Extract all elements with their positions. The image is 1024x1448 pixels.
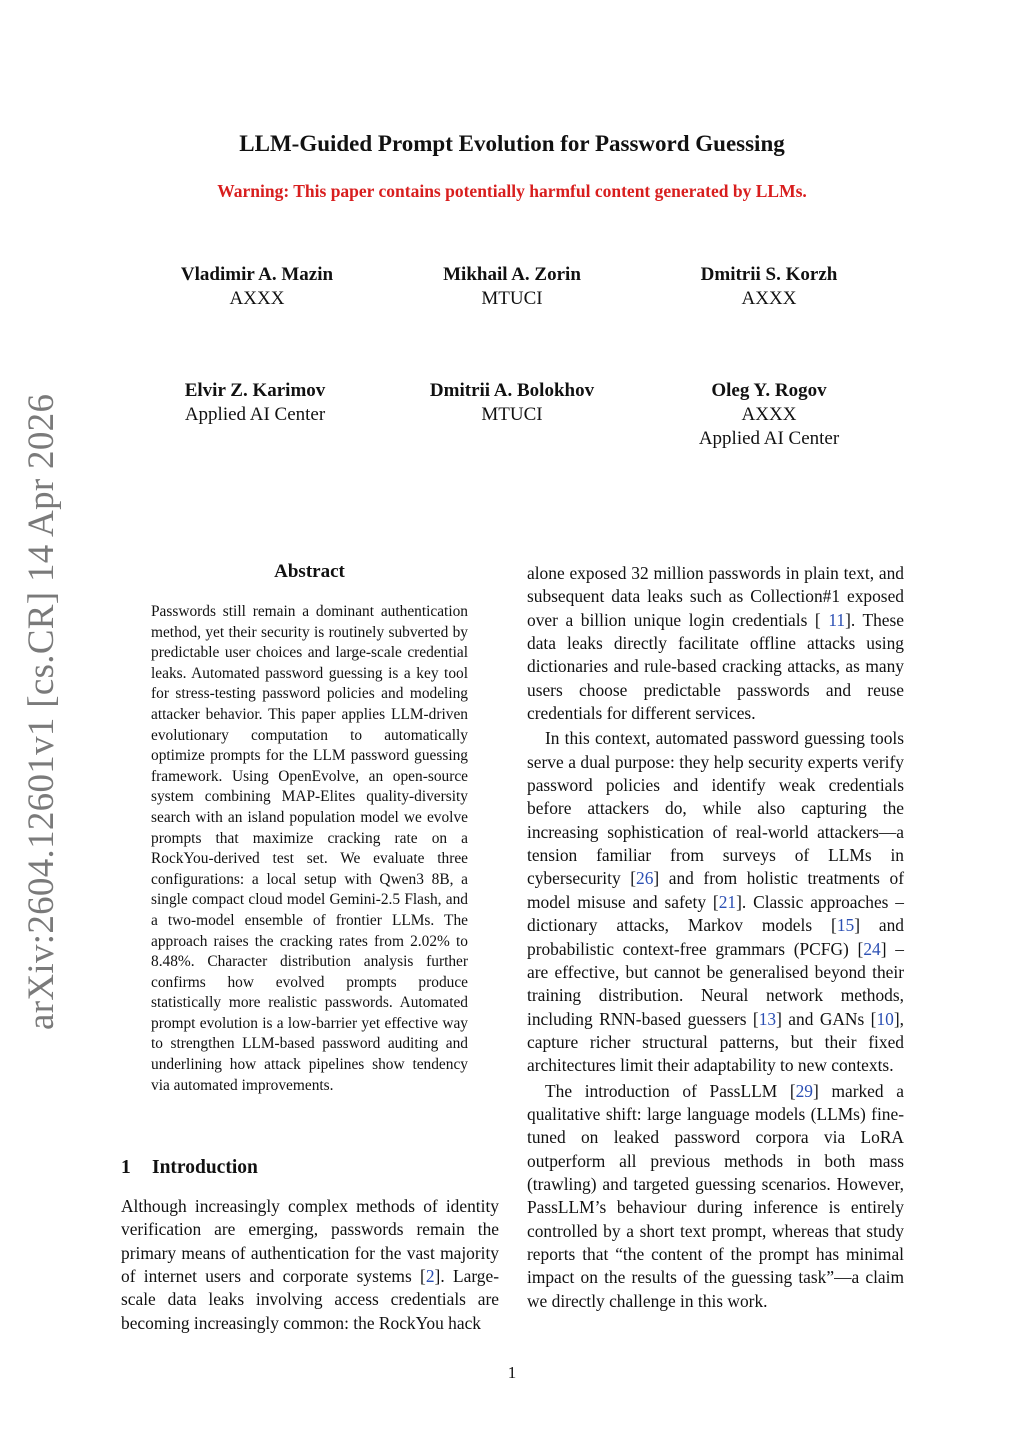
author-name: Mikhail A. Zorin [443, 264, 581, 285]
author-block [619, 379, 919, 451]
author-affiliation: AXXX [229, 288, 285, 309]
author-affiliation: Applied AI Center [184, 404, 326, 425]
author-block [362, 263, 662, 311]
section-title: Introduction [152, 1157, 258, 1178]
intro-paragraph-1-tail: alone exposed 32 million passwords in plain text, and subsequent data leaks such as Collection#1 exposed over a billion unique login credentials [ 11]. These data leaks directly facilitate offline attacks using dictionaries and rule-based cracking attacks, as many users choose predictable passwords and reuse credentials for different services. [527, 563, 904, 724]
author-name: Dmitrii A. Bolokhov [429, 380, 595, 401]
author-block [362, 379, 662, 427]
citation-link[interactable]: 29 [795, 1080, 813, 1101]
author-affiliation: MTUCI [481, 288, 543, 309]
author-name: Oleg Y. Rogov [711, 380, 827, 401]
author-affiliation: Applied AI Center [698, 428, 840, 449]
author-name: Vladimir A. Mazin [180, 264, 334, 285]
abstract-text: Passwords still remain a dominant authentication method, yet their security is routinely subverted by predictable user choices and large-scale credential leaks. Automated password guessing is a key tool for stress-testing password policies and modeling attacker behavior. This paper applies LLM-driven evolutionary computation to automatically optimize prompts for the LLM password guessing framework. Using OpenEvolve, an open-source system combining MAP-Elites quality-diversity search with an island population model we evolve prompts that maximize cracking rate on a RockYou-derived test set. We evaluate three configurations: a local setup with Qwen3 8B, a single compact cloud model Gemini-2.5 Flash, and a two-model ensemble of frontier LLMs. The approach raises the cracking rates from 2.02% to 8.48%. Character distribution analysis further confirms how evolved prompts produce statistically more realistic passwords. Automated prompt evolution is a low-barrier yet effective way to strengthen LLM-based password auditing and underlining how attack pipelines show tendency via automated improvements. [151, 603, 468, 1094]
page-number: 1 [507, 1363, 517, 1382]
paper-title: LLM-Guided Prompt Evolution for Password Guessing [239, 131, 785, 156]
author-block [619, 263, 919, 311]
arxiv-identifier[interactable]: arXiv:2604.12601v1 [cs.CR] 14 Apr 2026 [21, 393, 62, 1030]
citation-link[interactable]: 15 [836, 915, 855, 936]
section-heading-introduction [121, 1157, 258, 1179]
citation-link[interactable]: 10 [876, 1008, 894, 1029]
intro-paragraph-1: Although increasingly complex methods of identity verification are emerging, passwords remain the primary means of authentication for the vast majority of internet users and corporate systems [2]. Large-scale data leaks involving access credentials are becoming increasingly common: the RockYou hack [121, 1196, 500, 1333]
intro-left-column [121, 1195, 499, 1335]
intro-paragraph-3: The introduction of PassLLM [29] marked a qualitative shift: large language models (LLMs) fine-tuned on leaked password corpora via LoRA outperform all previous methods in both mass (trawling) and targeted guessing scenarios. However, PassLLM’s behaviour during inference is entirely controlled by a short text prompt, whereas that study reports that “the content of the prompt has minimal impact on the results of the guessing task”—a claim we directly challenge in this work. [527, 1080, 904, 1311]
intro-right-column-visible [527, 562, 904, 1313]
author-name: Dmitrii S. Korzh [700, 264, 838, 285]
abstract-heading: Abstract [274, 561, 345, 582]
content-warning: Warning: This paper contains potentially harmful content generated by LLMs. [217, 181, 807, 201]
author-name: Elvir Z. Karimov [184, 380, 326, 401]
citation-link[interactable]: 24 [863, 938, 881, 959]
citation-link[interactable]: 2 [425, 1266, 435, 1287]
citation-link[interactable]: 26 [636, 868, 654, 889]
intro-paragraph-2: In this context, automated password guessing tools serve a dual purpose: they help security experts verify password policies and identify weak credentials before attackers do, while also capturing the increasing sophistication of real-world attackers—a tension familiar from surveys of LLMs in cybersecurity [26] and from holistic treatments of model misuse and safety [21]. Classic approaches – dictionary attacks, Markov models [15] and probabilistic context-free grammars (PCFG) [24] – are effective, but cannot be generalised beyond their training distribution. Neural network methods, including RNN-based guessers [13] and GANs [10], capture richer structural patterns, but their fixed architectures limit their adaptability to new contexts. [527, 728, 904, 1076]
author-block [105, 379, 405, 427]
citation-link[interactable]: 11 [828, 609, 846, 630]
section-number: 1 [121, 1157, 131, 1178]
citation-link[interactable]: 21 [718, 891, 737, 912]
author-affiliation: AXXX [741, 288, 797, 309]
author-affiliation: AXXX [741, 404, 797, 425]
author-affiliation: MTUCI [481, 404, 543, 425]
citation-link[interactable]: 13 [758, 1008, 777, 1029]
